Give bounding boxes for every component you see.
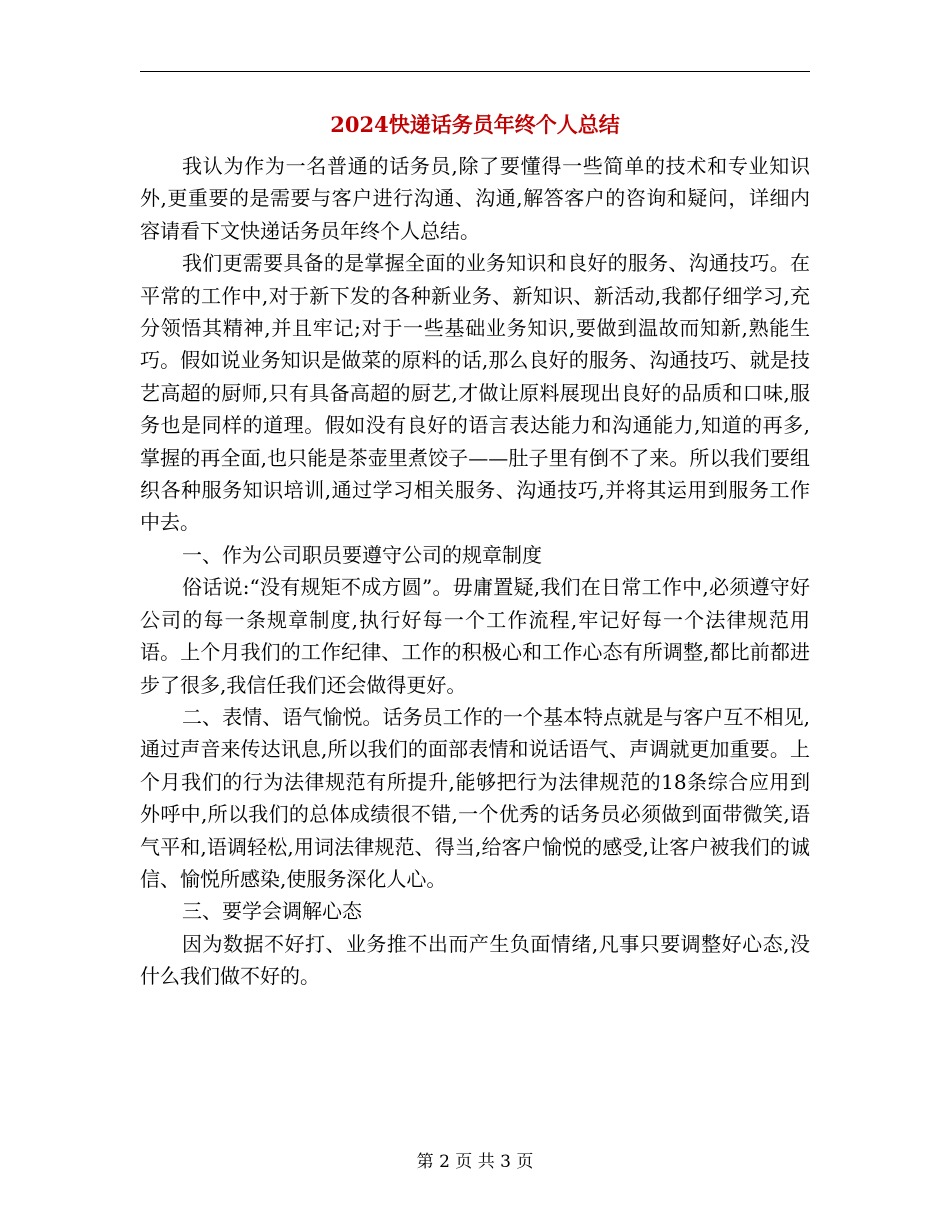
document-title: 2024快递话务员年终个人总结 [330,112,620,137]
paragraph-expression: 二、表情、语气愉悦。话务员工作的一个基本特点就是与客户互不相见,通过声音来传达讯息,所以我们的面部表情和说话语气、声调就更加重要。上个月我们的行为法律规范有所提升,能够把行为法律规范的18条综合应用到外呼中,所以我们的总体成绩很不错,一个优秀的话务员必须做到面带微笑,语气平和,语调轻松,用词法律规范、得当,给客户愉悦的感受,让客户被我们的诚信、愉悦所感染,使服务深化人心。 [140,704,810,891]
paragraph-skills: 我们更需要具备的是掌握全面的业务知识和良好的服务、沟通技巧。在平常的工作中,对于新下发的各种新业务、新知识、新活动,我都仔细学习,充分领悟其精神,并且牢记;对于一些基础业务知识,要做到温故而知新,熟能生巧。假如说业务知识是做菜的原料的话,那么良好的服务、沟通技巧、就是技艺高超的厨师,只有具备高超的厨艺,才做让原料展现出良好的品质和口味,服务也是同样的道理。假如没有良好的语言表达能力和沟通能力,知道的再多,掌握的再全面,也只能是茶壶里煮饺子——肚子里有倒不了来。所以我们要组织各种服务知识培训,通过学习相关服务、沟通技巧,并将其运用到服务工作中去。 [140,251,810,535]
document-body [140,150,810,993]
page-footer: 第 2 页 共 3 页 [416,1152,534,1172]
section-heading-1: 一、作为公司职员要遵守公司的规章制度 [182,542,542,567]
section-heading-3: 三、要学会调解心态 [182,899,362,924]
header-rule [140,71,810,72]
paragraph-mindset: 因为数据不好打、业务推不出而产生负面情绪,凡事只要调整好心态,没什么我们做不好的。 [140,931,810,989]
paragraph-intro: 我认为作为一名普通的话务员,除了要懂得一些简单的技术和专业知识外,更重要的是需要与客户进行沟通、沟通,解答客户的咨询和疑问，详细内容请看下文快递话务员年终个人总结。 [140,154,810,243]
paragraph-rules: 俗话说:“没有规矩不成方圆”。毋庸置疑,我们在日常工作中,必须遵守好公司的每一条规章制度,执行好每一个工作流程,牢记好每一个法律规范用语。上个月我们的工作纪律、工作的积极心和工作心态有所调整,都比前都进步了很多,我信任我们还会做得更好。 [140,575,810,697]
